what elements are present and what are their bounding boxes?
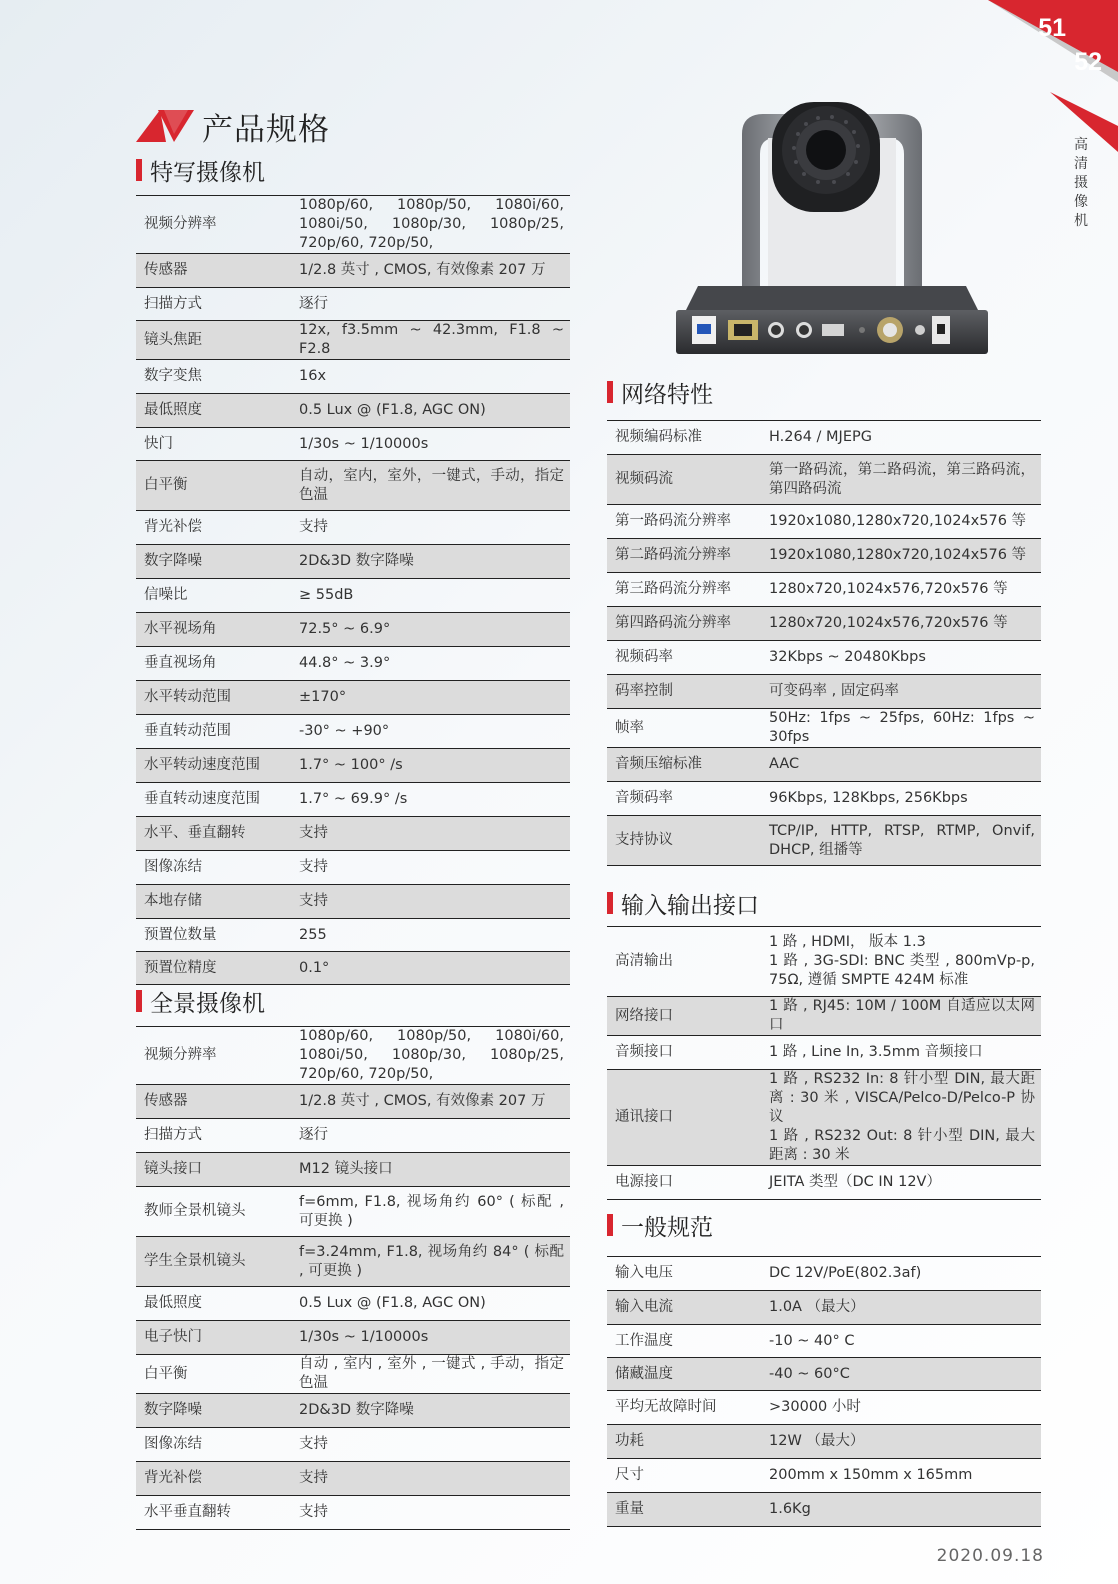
page-title [136,106,330,146]
table-row [136,715,570,749]
table-row [607,816,1041,866]
section-title-panorama [136,986,265,1016]
table-row [136,1153,570,1187]
table-row [607,1325,1041,1358]
brand-logo-icon [136,108,194,144]
table-row [136,1027,570,1085]
spec-value: -10 ~ 40° C [764,1325,1041,1358]
spec-value-line: 1 路 , 3G-SDI: BNC 类型 , 800mVp-p, 75Ω, 遵循 SMPTE 424M 标准 [769,953,1035,988]
spec-key: 电子快门 [136,1321,294,1355]
spec-value: 2D&3D 数字降噪 [294,1394,570,1428]
spec-value: 支持 [294,1496,570,1530]
table-row [136,952,570,985]
spec-key: 扫描方式 [136,1119,294,1153]
spec-table-network [607,420,1041,866]
section-title-io [607,888,759,918]
print-date: 2020.09.18 [936,1546,1044,1566]
spec-key: 第一路码流分辨率 [607,505,764,539]
table-row [136,613,570,647]
spec-value [764,1070,1041,1166]
spec-key: 预置位数量 [136,919,294,952]
spec-value: TCP/IP, HTTP, RTSP, RTMP, Onvif, DHCP, 组播等 [764,816,1041,866]
spec-key: 垂直转动范围 [136,715,294,749]
spec-key: 码率控制 [607,675,764,709]
spec-value: 1 路 , RJ45: 10M / 100M 自适应以太网口 [764,997,1041,1036]
page-number-right: 52 [1074,48,1102,76]
spec-value: 支持 [294,885,570,919]
spec-value: 1920x1080,1280x720,1024x576 等 [764,505,1041,539]
spec-key: 白平衡 [136,461,294,511]
table-row [607,539,1041,573]
table-row [136,817,570,851]
table-row [136,1394,570,1428]
table-row [136,288,570,321]
spec-key: 数字变焦 [136,360,294,394]
spec-key: 背光补偿 [136,511,294,545]
spec-key: 本地存储 [136,885,294,919]
spec-key: 白平衡 [136,1355,294,1394]
accent-bar [607,892,613,914]
section-title-text: 网络特性 [621,381,713,408]
table-row [136,196,570,254]
spec-key: 帧率 [607,709,764,748]
table-row [607,573,1041,607]
spec-value: 支持 [294,511,570,545]
spec-table-closeup [136,195,570,985]
spec-value: 1280x720,1024x576,720x576 等 [764,607,1041,641]
spec-key: 数字降噪 [136,1394,294,1428]
spec-value: AAC [764,748,1041,782]
page-number-left: 51 [1038,14,1066,42]
spec-key: 传感器 [136,1085,294,1119]
table-row [136,647,570,681]
spec-key: 音频码率 [607,782,764,816]
table-row [136,1287,570,1321]
spec-value: 逐行 [294,1119,570,1153]
spec-value: 2D&3D 数字降噪 [294,545,570,579]
accent-bar [136,159,142,181]
table-row [607,421,1041,455]
spec-key: 尺寸 [607,1459,764,1493]
spec-value: 1.0A （最大） [764,1291,1041,1325]
table-row [136,749,570,783]
section-title-general [607,1210,713,1240]
table-row [607,641,1041,675]
ptz-camera-product-image [672,94,992,356]
spec-value: 1/2.8 英寸 , CMOS, 有效像素 207 万 [294,1085,570,1119]
spec-value: 自动，室内，室外，一键式，手动，指定色温 [294,461,570,511]
table-row [607,748,1041,782]
table-row [607,782,1041,816]
page-title-text: 产品规格 [202,111,330,148]
accent-bar [607,381,613,403]
spec-value: f=6mm, F1.8, 视场角约 60° ( 标配 , 可更换 ) [294,1187,570,1237]
spec-table-io [607,926,1041,1200]
spec-value: >30000 小时 [764,1391,1041,1425]
spec-key: 镜头焦距 [136,321,294,360]
spec-value: 96Kbps, 128Kbps, 256Kbps [764,782,1041,816]
spec-value: ≥ 55dB [294,579,570,613]
spec-key: 图像冻结 [136,1428,294,1462]
spec-value: 200mm x 150mm x 165mm [764,1459,1041,1493]
spec-key: 音频压缩标准 [607,748,764,782]
spec-key: 重量 [607,1493,764,1527]
spec-value: M12 镜头接口 [294,1153,570,1187]
table-row [607,1257,1041,1291]
spec-key: 图像冻结 [136,851,294,885]
spec-value: 1920x1080,1280x720,1024x576 等 [764,539,1041,573]
spec-key: 背光补偿 [136,1462,294,1496]
spec-key: 视频码流 [607,455,764,505]
spec-value-line: 1 路 , RS232 Out: 8 针小型 DIN, 最大距离 : 30 米 [769,1128,1035,1163]
table-row [136,545,570,579]
spec-value: 1280x720,1024x576,720x576 等 [764,573,1041,607]
spec-key: 垂直转动速度范围 [136,783,294,817]
spec-key: 第三路码流分辨率 [607,573,764,607]
spec-key: 教师全景机镜头 [136,1187,294,1237]
spec-value: 支持 [294,851,570,885]
spec-value-line: 1 路 , RS232 In: 8 针小型 DIN, 最大距离 : 30 米 , VISCA/Pelco-D/Pelco-P 协议 [769,1071,1035,1125]
section-title-text: 一般规范 [621,1214,713,1241]
spec-key: 水平转动范围 [136,681,294,715]
table-row [607,709,1041,748]
spec-key: 音频接口 [607,1036,764,1070]
table-row [607,455,1041,505]
spec-value: 第一路码流，第二路码流，第三路码流，第四路码流 [764,455,1041,505]
accent-bar [136,990,142,1012]
spec-value: -40 ~ 60°C [764,1358,1041,1391]
spec-value: 支持 [294,1462,570,1496]
spec-key: 视频分辨率 [136,196,294,254]
spec-key: 储藏温度 [607,1358,764,1391]
table-row [136,1119,570,1153]
spec-value: -30° ~ +90° [294,715,570,749]
spec-key: 输入电压 [607,1257,764,1291]
spec-key: 水平、垂直翻转 [136,817,294,851]
table-row [607,1291,1041,1325]
spec-value: 1080p/60, 1080p/50, 1080i/60, 1080i/50, 1080p/30, 1080p/25, 720p/60, 720p/50, [294,1027,570,1085]
spec-key: 第四路码流分辨率 [607,607,764,641]
spec-key: 视频码率 [607,641,764,675]
section-title-network [607,377,713,407]
spec-key: 通讯接口 [607,1070,764,1166]
spec-value: ±170° [294,681,570,715]
spec-key: 电源接口 [607,1166,764,1200]
spec-value: f=3.24mm, F1.8, 视场角约 84° ( 标配 , 可更换 ) [294,1237,570,1287]
spec-key: 工作温度 [607,1325,764,1358]
spec-key: 高清输出 [607,927,764,997]
spec-value: 0.5 Lux @ (F1.8, AGC ON) [294,1287,570,1321]
spec-value: 16x [294,360,570,394]
spec-key: 水平视场角 [136,613,294,647]
table-row [136,1187,570,1237]
spec-value [764,927,1041,997]
accent-bar [607,1214,613,1236]
table-row [136,681,570,715]
spec-value: 1.7° ~ 69.9° /s [294,783,570,817]
table-row [136,360,570,394]
spec-key: 最低照度 [136,394,294,428]
spec-key: 数字降噪 [136,545,294,579]
spec-value: 1 路 , Line In, 3.5mm 音频接口 [764,1036,1041,1070]
spec-table-panorama [136,1026,570,1530]
table-row [607,607,1041,641]
spec-value: 1/2.8 英寸 , CMOS, 有效像素 207 万 [294,254,570,288]
table-row [136,919,570,952]
table-row [136,1355,570,1394]
spec-value-line: 1 路 , HDMI， 版本 1.3 [769,934,926,950]
table-row [136,1237,570,1287]
table-row [607,1493,1041,1527]
spec-key: 视频分辨率 [136,1027,294,1085]
table-row [136,321,570,360]
spec-value: 1.6Kg [764,1493,1041,1527]
table-row [136,885,570,919]
spec-key: 最低照度 [136,1287,294,1321]
table-row [136,1085,570,1119]
table-row [607,997,1041,1036]
section-title-text: 输入输出接口 [621,892,759,919]
spec-value: 支持 [294,817,570,851]
spec-key: 支持协议 [607,816,764,866]
table-row [607,1391,1041,1425]
side-category-label: 高清摄像机 [1074,137,1088,229]
spec-value: 12x, f3.5mm ~ 42.3mm, F1.8 ~ F2.8 [294,321,570,360]
spec-key: 水平垂直翻转 [136,1496,294,1530]
table-row [136,428,570,461]
table-row [136,394,570,428]
spec-value: 0.1° [294,952,570,985]
spec-key: 扫描方式 [136,288,294,321]
spec-value: 0.5 Lux @ (F1.8, AGC ON) [294,394,570,428]
section-title-closeup [136,155,265,185]
table-row [607,505,1041,539]
spec-key: 网络接口 [607,997,764,1036]
spec-key: 快门 [136,428,294,461]
spec-key: 垂直视场角 [136,647,294,681]
spec-value: JEITA 类型（DC IN 12V） [764,1166,1041,1200]
spec-value: 1/30s ~ 1/10000s [294,1321,570,1355]
spec-key: 水平转动速度范围 [136,749,294,783]
spec-key: 学生全景机镜头 [136,1237,294,1287]
spec-value: 32Kbps ~ 20480Kbps [764,641,1041,675]
spec-value: 自动 , 室内 , 室外 , 一键式 , 手动，指定色温 [294,1355,570,1394]
spec-key: 功耗 [607,1425,764,1459]
table-row [136,1496,570,1530]
table-row [607,1459,1041,1493]
spec-value: 逐行 [294,288,570,321]
spec-key: 视频编码标准 [607,421,764,455]
spec-value: 50Hz: 1fps ~ 25fps, 60Hz: 1fps ~ 30fps [764,709,1041,748]
spec-key: 镜头接口 [136,1153,294,1187]
spec-key: 输入电流 [607,1291,764,1325]
table-row [136,851,570,885]
spec-value: 44.8° ~ 3.9° [294,647,570,681]
section-title-text: 特写摄像机 [150,159,265,186]
table-row [136,1462,570,1496]
spec-value: DC 12V/PoE(802.3af) [764,1257,1041,1291]
section-title-text: 全景摄像机 [150,990,265,1017]
spec-value: 1/30s ~ 1/10000s [294,428,570,461]
table-row [607,1036,1041,1070]
spec-value: 255 [294,919,570,952]
spec-value: H.264 / MJEPG [764,421,1041,455]
spec-value: 可变码率 , 固定码率 [764,675,1041,709]
spec-key: 传感器 [136,254,294,288]
spec-key: 平均无故障时间 [607,1391,764,1425]
table-row [607,927,1041,997]
table-row [607,1070,1041,1166]
table-row [136,1321,570,1355]
table-row [136,1428,570,1462]
table-row [136,783,570,817]
spec-table-general [607,1256,1041,1527]
table-row [607,1425,1041,1459]
spec-key: 信噪比 [136,579,294,613]
spec-key: 预置位精度 [136,952,294,985]
spec-value: 12W （最大） [764,1425,1041,1459]
table-row [136,579,570,613]
table-row [136,511,570,545]
spec-key: 第二路码流分辨率 [607,539,764,573]
table-row [607,1166,1041,1200]
spec-value: 1.7° ~ 100° /s [294,749,570,783]
table-row [607,1358,1041,1391]
table-row [136,461,570,511]
spec-value: 72.5° ~ 6.9° [294,613,570,647]
table-row [607,675,1041,709]
spec-value: 1080p/60, 1080p/50, 1080i/60, 1080i/50, 1080p/30, 1080p/25, 720p/60, 720p/50, [294,196,570,254]
table-row [136,254,570,288]
spec-value: 支持 [294,1428,570,1462]
